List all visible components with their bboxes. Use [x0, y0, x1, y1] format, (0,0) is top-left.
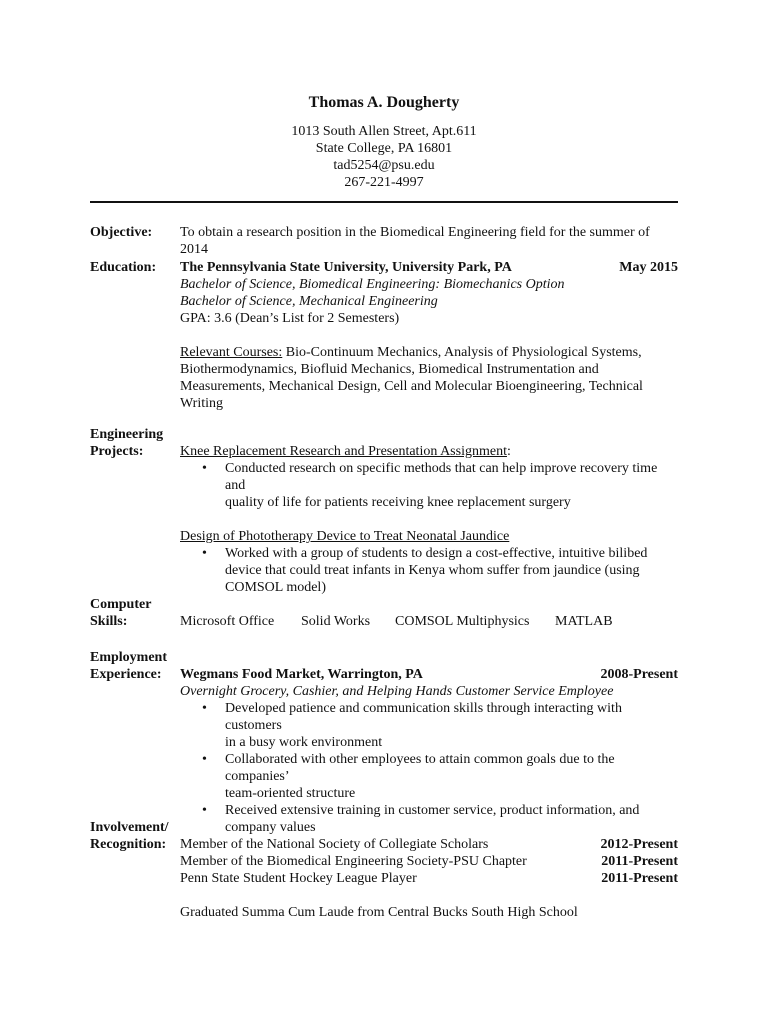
- projects-label-line-2: Projects:: [90, 444, 144, 459]
- education-school-row: [180, 259, 678, 276]
- project-1-title: Knee Replacement Research and Presentation Assignment: [180, 444, 507, 459]
- relevant-courses: [180, 344, 678, 412]
- list-item: [180, 802, 678, 836]
- skills-label: [90, 596, 180, 630]
- involvement-row: [180, 853, 678, 870]
- courses-line-2: Biothermodynamics, Biofluid Mechanics, Biomedical Instrumentation and: [180, 362, 599, 377]
- involvement-date: 2011-Present: [601, 854, 678, 869]
- skills-content: [180, 613, 678, 630]
- list-item: [180, 700, 678, 751]
- projects-content: [180, 443, 678, 596]
- bullet-line: Worked with a group of students to design a cost-effective, intuitive bilibed: [225, 546, 648, 561]
- involvement-label: [90, 819, 180, 853]
- phone: 267-221-4997: [344, 175, 424, 190]
- bullet-line: Received extensive training in customer service, product information, and: [225, 803, 640, 818]
- graduation-date: May 2015: [619, 260, 678, 275]
- bullet-icon: •: [202, 701, 207, 716]
- list-item: [180, 545, 678, 596]
- degree-1: Bachelor of Science, Biomedical Engineering: Biomechanics Option: [180, 277, 565, 292]
- involvement-content: [180, 836, 678, 921]
- projects-label: [90, 426, 180, 460]
- skill-item: COMSOL Multiphysics: [395, 614, 530, 629]
- degree-2: Bachelor of Science, Mechanical Engineering: [180, 294, 438, 309]
- employment-bullets: [180, 700, 678, 836]
- email: tad5254@psu.edu: [333, 158, 435, 173]
- header-divider: [90, 201, 678, 203]
- project-2: [180, 528, 678, 596]
- list-item: [180, 751, 678, 802]
- involvement-row: [180, 836, 678, 853]
- bullet-icon: •: [202, 546, 207, 561]
- involvement-text: Penn State Student Hockey League Player: [180, 871, 417, 886]
- skills-label-line-2: Skills:: [90, 614, 128, 629]
- involvement-row: [180, 870, 678, 887]
- list-item: [180, 460, 678, 511]
- involvement-text: Member of the National Society of Collegiate Scholars: [180, 837, 489, 852]
- employment-label: [90, 649, 180, 683]
- project-2-bullets: [180, 545, 678, 596]
- involvement-text: Member of the Biomedical Engineering Society-PSU Chapter: [180, 854, 527, 869]
- bullet-icon: •: [202, 752, 207, 767]
- involvement-label-line-2: Recognition:: [90, 837, 167, 852]
- school-name: The Pennsylvania State University, University Park, PA: [180, 260, 512, 275]
- bullet-line: Conducted research on specific methods that can help improve recovery time and: [225, 461, 658, 493]
- education-label: Education:: [90, 260, 157, 275]
- objective-text: To obtain a research position in the Biomedical Engineering field for the summer of 2014: [180, 225, 650, 257]
- address-line-1: 1013 South Allen Street, Apt.611: [291, 124, 477, 139]
- bullet-line: in a busy work environment: [225, 735, 383, 750]
- skill-item: MATLAB: [555, 614, 613, 629]
- bullet-line: device that could treat infants in Kenya whom suffer from jaundice (using: [225, 563, 640, 578]
- bullet-line: COMSOL model): [225, 580, 326, 595]
- employment-label-line-2: Experience:: [90, 667, 162, 682]
- bullet-line: Collaborated with other employees to attain common goals due to the companies’: [225, 752, 615, 784]
- involvement-label-line-1: Involvement/: [90, 820, 169, 835]
- employment-date: 2008-Present: [600, 667, 678, 682]
- skills-label-line-1: Computer: [90, 597, 152, 612]
- gpa: GPA: 3.6 (Dean’s List for 2 Semesters): [180, 311, 400, 326]
- address-line-2: State College, PA 16801: [315, 141, 453, 156]
- bullet-line: company values: [225, 820, 316, 835]
- skill-item: Solid Works: [301, 614, 371, 629]
- employer-name: Wegmans Food Market, Warrington, PA: [180, 667, 423, 682]
- bullet-icon: •: [202, 461, 207, 476]
- projects-label-line-1: Engineering: [90, 427, 164, 442]
- bullet-icon: •: [202, 803, 207, 818]
- bullet-line: quality of life for patients receiving knee replacement surgery: [225, 495, 571, 510]
- project-2-title: Design of Phototherapy Device to Treat Neonatal Jaundice: [180, 529, 510, 544]
- position-title: Overnight Grocery, Cashier, and Helping Hands Customer Service Employee: [180, 684, 614, 699]
- education-content: [180, 259, 678, 412]
- objective-label: Objective:: [90, 225, 153, 240]
- resume-header: [0, 93, 768, 191]
- employment-label-line-1: Employment: [90, 650, 167, 665]
- involvement-date: 2012-Present: [600, 837, 678, 852]
- graduation-honor: Graduated Summa Cum Laude from Central Bucks South High School: [180, 905, 578, 920]
- project-1: [180, 443, 678, 511]
- courses-line-4: Writing: [180, 396, 223, 411]
- bullet-line: team-oriented structure: [225, 786, 356, 801]
- skill-item: Microsoft Office: [180, 614, 275, 629]
- bullet-line: Developed patience and communication skills through interacting with customers: [225, 701, 622, 733]
- project-1-title-suffix: :: [506, 444, 511, 459]
- courses-line-1: Bio-Continuum Mechanics, Analysis of Physiological Systems,: [282, 345, 642, 360]
- courses-line-3: Measurements, Mechanical Design, Cell and Molecular Bioengineering, Technical: [180, 379, 643, 394]
- courses-label: Relevant Courses:: [180, 345, 283, 360]
- project-1-bullets: [180, 460, 678, 511]
- candidate-name: Thomas A. Dougherty: [308, 94, 460, 111]
- employer-row: [180, 666, 678, 683]
- involvement-date: 2011-Present: [601, 871, 678, 886]
- employment-content: [180, 666, 678, 836]
